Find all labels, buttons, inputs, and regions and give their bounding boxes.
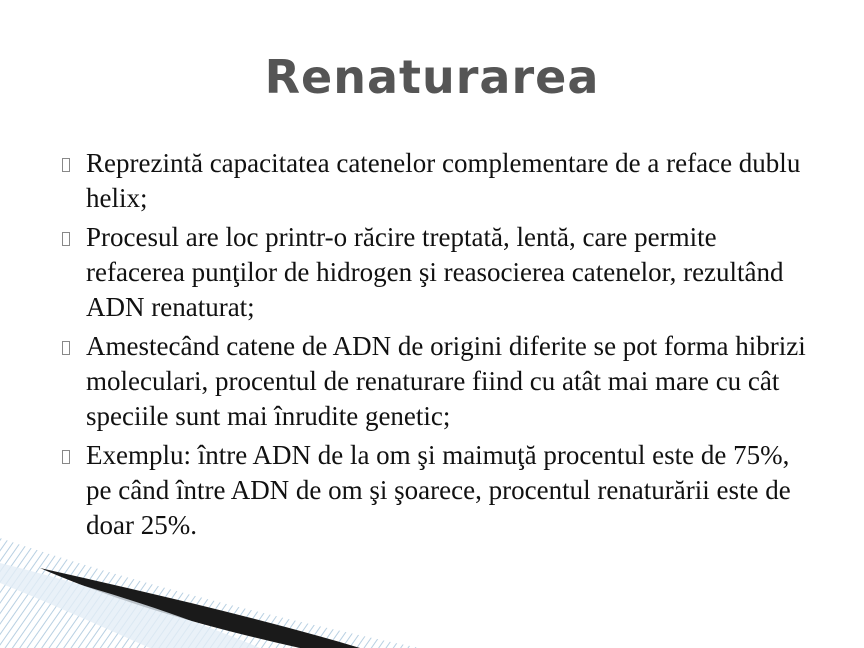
bullet-text: Procesul are loc printr-o răcire treptată, lentă, care permite refacerea punţilor de hidrogen şi reasocierea catenelor, rezultând ADN renaturat; [86,222,784,322]
bullet-text: Amestecând catene de ADN de origini diferite se pot forma hibrizi moleculari, procentul de renaturare fiind cu atât mai mare cu cât speciile sunt mai înrudite genetic; [86,331,806,431]
bullet-item [60,146,820,216]
bullet-marker-icon [60,232,86,248]
slide-title: Renaturarea [264,50,600,104]
decorative-swoosh [0,508,864,648]
bullet-marker-icon [60,158,86,174]
bullet-item [60,329,820,434]
bullet-list [60,146,820,547]
bullet-text: Exemplu: între ADN de la om şi maimuţă procentul este de 75%, pe când între ADN de om şi şoarece, procentul renaturării este de doar 25%. [86,440,791,540]
bullet-marker-icon [60,450,86,466]
bullet-text: Reprezintă capacitatea catenelor complementare de a reface dublu helix; [86,148,801,213]
bullet-item [60,220,820,325]
bullet-marker-icon [60,341,86,357]
